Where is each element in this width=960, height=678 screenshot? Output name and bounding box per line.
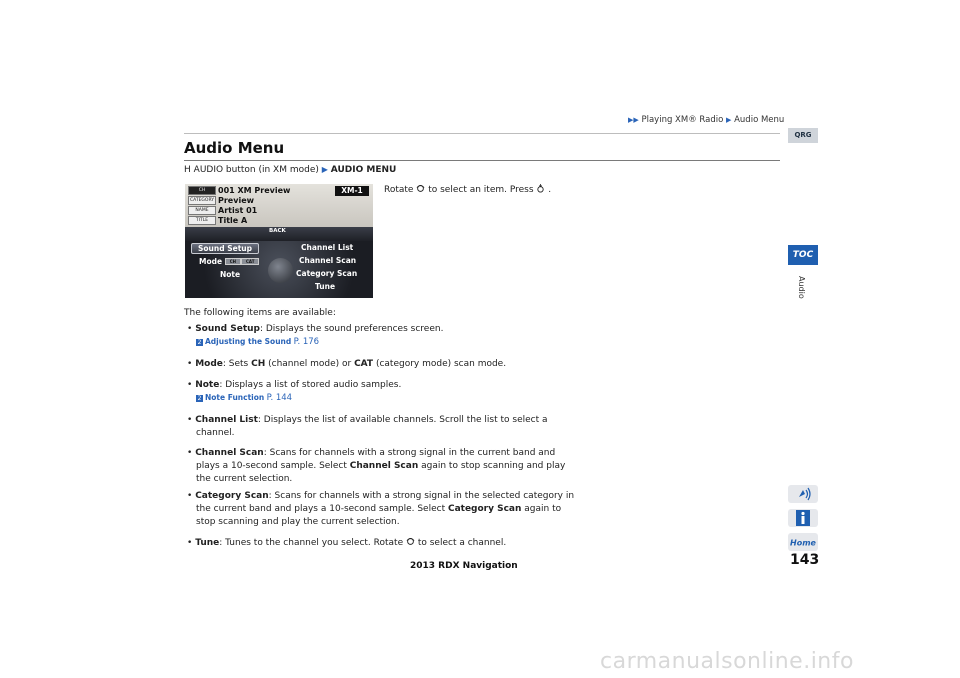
instruction-text: Rotate	[384, 185, 414, 195]
screen-line: Artist 01	[218, 206, 258, 215]
item-desc: (channel mode) or	[265, 359, 355, 369]
list-item	[187, 447, 565, 486]
cross-reference-icon: 2	[197, 395, 202, 402]
breadcrumb-item[interactable]: Audio Menu	[734, 115, 785, 125]
list-item	[187, 323, 443, 336]
cross-reference-link[interactable]	[196, 337, 319, 347]
screen-menu-item: Channel List	[301, 243, 354, 252]
watermark: carmanualsonline.info	[600, 649, 854, 674]
instruction	[384, 184, 551, 195]
bullet: •	[187, 538, 193, 548]
screen-menu-item: Channel Scan	[299, 256, 357, 265]
screen-chip: CAT	[241, 258, 259, 265]
divider	[184, 160, 780, 161]
intro-text: The following items are available:	[184, 308, 336, 318]
divider	[184, 133, 780, 134]
screen-tag: TITLE	[188, 216, 216, 225]
xref-page: P. 176	[293, 337, 320, 347]
cross-reference-icon: 2	[197, 339, 202, 346]
xm-badge: XM-1	[335, 186, 369, 196]
audio-menu-screen-image	[185, 184, 373, 298]
list-item	[187, 414, 548, 440]
xref-page: P. 144	[266, 393, 293, 403]
screen-line: 001 XM Preview	[218, 186, 291, 195]
item-name: Channel List	[195, 415, 258, 425]
item-desc: to select a channel.	[414, 538, 507, 548]
bullet: •	[187, 380, 193, 390]
item-keyword: Category Scan	[447, 504, 522, 514]
item-name: Mode	[195, 359, 223, 369]
item-desc: : Scans for channels with a strong signal in the selected category in	[268, 491, 575, 501]
interface-dial-rotate-icon	[416, 184, 425, 193]
screen-tag: CH	[188, 186, 216, 195]
item-name: Category Scan	[195, 491, 269, 501]
list-item	[187, 379, 401, 392]
nav-path-start: AUDIO button (in XM mode)	[193, 165, 319, 175]
item-desc: channel.	[196, 428, 235, 438]
item-desc: stop scanning and play the current selection.	[196, 517, 400, 527]
instruction-text: .	[548, 185, 552, 195]
item-desc: : Scans for channels with a strong signal in the current band and	[263, 448, 556, 458]
item-name: Tune	[195, 538, 220, 548]
breadcrumb-arrow-icon: ▶	[726, 116, 732, 124]
item-name: Channel Scan	[195, 448, 264, 458]
home-button-icon: H	[184, 165, 191, 175]
audio-section-label: Audio	[797, 276, 806, 299]
item-desc: : Tunes to the channel you select. Rotate	[219, 538, 406, 548]
xref-label: Adjusting the Sound	[205, 337, 292, 346]
bullet: •	[187, 491, 193, 501]
audio-section-tab[interactable]	[794, 266, 814, 299]
screen-dial	[268, 258, 293, 283]
xref-label: Note Function	[205, 393, 265, 402]
list-item	[187, 358, 506, 371]
breadcrumb-item[interactable]: Playing XM® Radio	[641, 115, 724, 125]
breadcrumb-arrow-icon: ▶▶	[628, 116, 639, 124]
item-desc: again to	[521, 504, 562, 514]
page-title: Audio Menu	[184, 139, 285, 157]
item-desc: the current band and plays a 10-second sample. Select	[196, 504, 448, 514]
nav-path	[184, 165, 396, 175]
arrow-icon: ▶	[321, 165, 328, 174]
screen-back-label: BACK	[269, 228, 286, 234]
item-desc: plays a 10-second sample. Select	[196, 461, 350, 471]
footer-title: 2013 RDX Navigation	[410, 561, 518, 571]
item-desc: again to stop scanning and play	[418, 461, 566, 471]
item-keyword: CH	[251, 359, 266, 369]
cross-reference-link[interactable]	[196, 393, 292, 403]
screen-menu-item: Tune	[315, 282, 336, 291]
item-keyword: Channel Scan	[349, 461, 419, 471]
toc-tab[interactable]: TOC	[788, 245, 818, 265]
home-icon[interactable]	[788, 533, 818, 551]
screen-menu-item: Sound Setup	[191, 243, 259, 254]
screen-tag: CATEGORY	[189, 198, 215, 203]
screen-chip: CH	[225, 258, 241, 265]
item-desc: the current selection.	[196, 474, 293, 484]
info-icon[interactable]	[788, 509, 818, 527]
bullet: •	[187, 448, 193, 458]
voice-icon[interactable]	[788, 485, 818, 503]
bullet: •	[187, 359, 193, 369]
screen-menu-item: Category Scan	[296, 269, 358, 278]
interface-dial-press-icon	[536, 184, 545, 193]
screen-back-bar	[185, 227, 373, 241]
screen-menu-item: Note	[220, 270, 241, 279]
item-name: Sound Setup	[195, 324, 260, 334]
screen-menu-item	[199, 257, 259, 266]
item-desc: (category mode) scan mode.	[373, 359, 507, 369]
nav-path-end: AUDIO MENU	[330, 165, 397, 175]
qrg-tab[interactable]: QRG	[788, 128, 818, 143]
breadcrumb	[628, 115, 784, 125]
screen-tag: NAME	[188, 206, 216, 215]
item-desc: : Displays a list of stored audio samples.	[219, 380, 402, 390]
screen-menu	[185, 241, 373, 298]
screen-menu-label: Mode	[199, 257, 223, 266]
item-name: Note	[195, 380, 220, 390]
screen-line: Preview	[218, 196, 255, 205]
interface-dial-rotate-icon	[406, 537, 415, 546]
page-number: 143	[790, 552, 820, 568]
screen-info-panel	[185, 184, 373, 227]
list-item	[187, 490, 574, 529]
item-desc: : Displays the list of available channels. Scroll the list to select a	[257, 415, 548, 425]
bullet: •	[187, 415, 193, 425]
screen-line: Title A	[218, 216, 248, 225]
item-desc: : Sets	[222, 359, 252, 369]
bullet: •	[187, 324, 193, 334]
item-keyword: CAT	[354, 359, 374, 369]
instruction-text: to select an item. Press	[428, 185, 534, 195]
list-item	[187, 537, 506, 550]
item-desc: : Displays the sound preferences screen.	[259, 324, 444, 334]
home-label: Home	[790, 538, 816, 548]
